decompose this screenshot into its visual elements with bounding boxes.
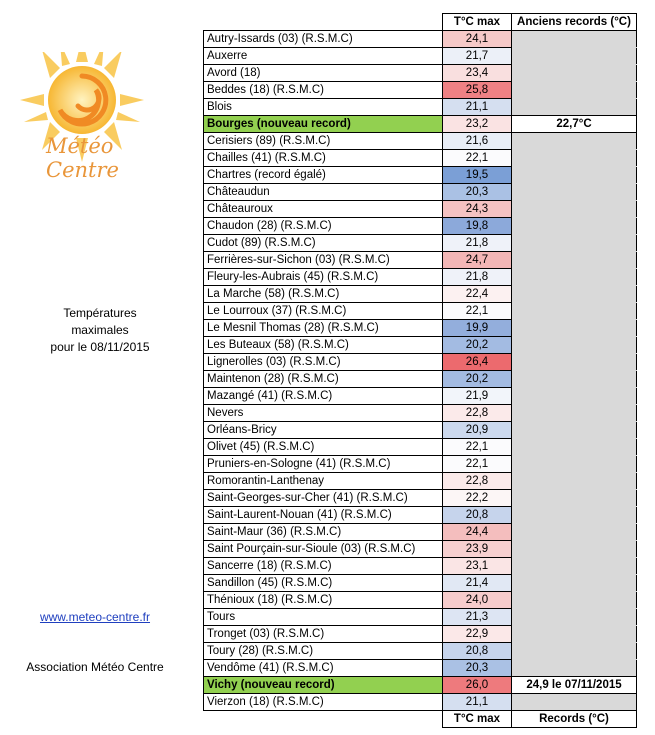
station-temp: 20,3 <box>443 660 512 677</box>
footer-record: Records (°C) <box>512 711 637 728</box>
association-label: Association Météo Centre <box>26 660 164 674</box>
record-empty <box>512 609 637 626</box>
station-temp: 20,2 <box>443 371 512 388</box>
station-temp: 21,3 <box>443 609 512 626</box>
record-empty <box>512 524 637 541</box>
station-name: Toury (28) (R.S.M.C) <box>204 643 443 660</box>
station-name: Le Lourroux (37) (R.S.M.C) <box>204 303 443 320</box>
station-name: Les Buteaux (58) (R.S.M.C) <box>204 337 443 354</box>
station-name: Saint-Laurent-Nouan (41) (R.S.M.C) <box>204 507 443 524</box>
station-temp: 22,1 <box>443 456 512 473</box>
caption-line: maximales <box>71 323 129 337</box>
station-temp: 22,1 <box>443 303 512 320</box>
station-name: Sancerre (18) (R.S.M.C) <box>204 558 443 575</box>
record-empty <box>512 31 637 48</box>
table-row <box>204 388 637 405</box>
station-name: Vichy (nouveau record) <box>204 677 443 694</box>
table-row <box>204 218 637 235</box>
station-temp: 22,1 <box>443 150 512 167</box>
station-name: Olivet (45) (R.S.M.C) <box>204 439 443 456</box>
footer-blank <box>204 711 443 728</box>
record-empty <box>512 473 637 490</box>
caption-line: Températures <box>63 306 137 320</box>
table-row <box>204 439 637 456</box>
station-temp: 19,5 <box>443 167 512 184</box>
station-name: Fleury-les-Aubrais (45) (R.S.M.C) <box>204 269 443 286</box>
station-name: Lignerolles (03) (R.S.M.C) <box>204 354 443 371</box>
station-temp: 21,9 <box>443 388 512 405</box>
station-temp: 24,7 <box>443 252 512 269</box>
station-name: Châteaudun <box>204 184 443 201</box>
table-row <box>204 303 637 320</box>
station-name: Châteauroux <box>204 201 443 218</box>
record-empty <box>512 99 637 116</box>
station-temp: 19,9 <box>443 320 512 337</box>
station-name: Vendôme (41) (R.S.M.C) <box>204 660 443 677</box>
station-temp: 20,2 <box>443 337 512 354</box>
station-name: La Marche (58) (R.S.M.C) <box>204 286 443 303</box>
station-temp: 22,1 <box>443 439 512 456</box>
station-name: Thénioux (18) (R.S.M.C) <box>204 592 443 609</box>
header-temp: T°C max <box>443 14 512 31</box>
table-row <box>204 184 637 201</box>
record-empty <box>512 660 637 677</box>
station-temp: 23,1 <box>443 558 512 575</box>
table-row <box>204 337 637 354</box>
table-row <box>204 201 637 218</box>
record-empty <box>512 490 637 507</box>
table-row <box>204 524 637 541</box>
record-empty <box>512 626 637 643</box>
station-temp: 22,2 <box>443 490 512 507</box>
station-name: Cudot (89) (R.S.M.C) <box>204 235 443 252</box>
record-empty <box>512 303 637 320</box>
record-value: 24,9 le 07/11/2015 <box>512 677 637 694</box>
table-row <box>204 609 637 626</box>
temperature-table <box>203 13 637 728</box>
record-empty <box>512 286 637 303</box>
record-empty <box>512 439 637 456</box>
caption-line: pour le 08/11/2015 <box>50 340 150 354</box>
record-empty <box>512 82 637 99</box>
station-name: Pruniers-en-Sologne (41) (R.S.M.C) <box>204 456 443 473</box>
station-temp: 20,3 <box>443 184 512 201</box>
record-empty <box>512 201 637 218</box>
record-empty <box>512 252 637 269</box>
table-row <box>204 507 637 524</box>
station-name: Chartres (record égalé) <box>204 167 443 184</box>
table-row <box>204 643 637 660</box>
station-name: Beddes (18) (R.S.M.C) <box>204 82 443 99</box>
station-name: Saint Pourçain-sur-Sioule (03) (R.S.M.C) <box>204 541 443 558</box>
record-empty <box>512 643 637 660</box>
caption <box>20 305 180 356</box>
station-temp: 22,8 <box>443 405 512 422</box>
station-name: Orléans-Bricy <box>204 422 443 439</box>
record-empty <box>512 354 637 371</box>
table-row <box>204 116 637 133</box>
record-empty <box>512 592 637 609</box>
station-temp: 24,0 <box>443 592 512 609</box>
record-empty <box>512 218 637 235</box>
table-row <box>204 269 637 286</box>
station-name: Tronget (03) (R.S.M.C) <box>204 626 443 643</box>
station-temp: 20,8 <box>443 643 512 660</box>
logo-text: Météo Centre <box>46 134 119 182</box>
station-temp: 21,4 <box>443 575 512 592</box>
record-empty <box>512 184 637 201</box>
station-name: Sandillon (45) (R.S.M.C) <box>204 575 443 592</box>
record-empty <box>512 48 637 65</box>
station-temp: 24,1 <box>443 31 512 48</box>
table-row <box>204 31 637 48</box>
table-row <box>204 286 637 303</box>
table-row <box>204 626 637 643</box>
table-header <box>204 14 637 31</box>
station-name: Chaudon (28) (R.S.M.C) <box>204 218 443 235</box>
station-temp: 25,8 <box>443 82 512 99</box>
table-row <box>204 235 637 252</box>
station-name: Avord (18) <box>204 65 443 82</box>
table-row <box>204 473 637 490</box>
station-name: Saint-Maur (36) (R.S.M.C) <box>204 524 443 541</box>
station-temp: 26,4 <box>443 354 512 371</box>
station-name: Blois <box>204 99 443 116</box>
table-row <box>204 694 637 711</box>
station-temp: 23,9 <box>443 541 512 558</box>
record-empty <box>512 422 637 439</box>
table-row <box>204 677 637 694</box>
station-name: Maintenon (28) (R.S.M.C) <box>204 371 443 388</box>
record-empty <box>512 694 637 711</box>
record-empty <box>512 558 637 575</box>
station-temp: 21,7 <box>443 48 512 65</box>
table-row <box>204 150 637 167</box>
station-name: Saint-Georges-sur-Cher (41) (R.S.M.C) <box>204 490 443 507</box>
station-temp: 22,8 <box>443 473 512 490</box>
station-name: Bourges (nouveau record) <box>204 116 443 133</box>
station-name: Nevers <box>204 405 443 422</box>
record-empty <box>512 269 637 286</box>
station-temp: 22,9 <box>443 626 512 643</box>
table-row <box>204 82 637 99</box>
station-temp: 21,1 <box>443 99 512 116</box>
table-row <box>204 592 637 609</box>
station-temp: 21,1 <box>443 694 512 711</box>
table-row <box>204 422 637 439</box>
station-name: Autry-Issards (03) (R.S.M.C) <box>204 31 443 48</box>
station-temp: 21,8 <box>443 235 512 252</box>
station-temp: 24,4 <box>443 524 512 541</box>
station-name: Cerisiers (89) (R.S.M.C) <box>204 133 443 150</box>
table-row <box>204 320 637 337</box>
record-empty <box>512 541 637 558</box>
station-temp: 20,8 <box>443 507 512 524</box>
station-name: Ferrières-sur-Sichon (03) (R.S.M.C) <box>204 252 443 269</box>
meteo-centre-logo <box>2 52 192 182</box>
table-row <box>204 354 637 371</box>
station-temp: 21,6 <box>443 133 512 150</box>
station-name: Chailles (41) (R.S.M.C) <box>204 150 443 167</box>
table-row <box>204 490 637 507</box>
table-row <box>204 252 637 269</box>
record-empty <box>512 575 637 592</box>
station-temp: 26,0 <box>443 677 512 694</box>
station-name: Vierzon (18) (R.S.M.C) <box>204 694 443 711</box>
table-row <box>204 541 637 558</box>
station-temp: 21,8 <box>443 269 512 286</box>
table-row <box>204 405 637 422</box>
station-temp: 22,4 <box>443 286 512 303</box>
table-row <box>204 65 637 82</box>
record-empty <box>512 388 637 405</box>
station-name: Mazangé (41) (R.S.M.C) <box>204 388 443 405</box>
station-temp: 19,8 <box>443 218 512 235</box>
station-temp: 23,2 <box>443 116 512 133</box>
table-row <box>204 660 637 677</box>
station-name: Romorantin-Lanthenay <box>204 473 443 490</box>
record-empty <box>512 235 637 252</box>
table-row <box>204 48 637 65</box>
station-temp: 20,9 <box>443 422 512 439</box>
footer-temp: T°C max <box>443 711 512 728</box>
record-empty <box>512 456 637 473</box>
record-empty <box>512 371 637 388</box>
table-row <box>204 99 637 116</box>
record-empty <box>512 320 637 337</box>
table-row <box>204 371 637 388</box>
station-temp: 24,3 <box>443 201 512 218</box>
station-name: Le Mesnil Thomas (28) (R.S.M.C) <box>204 320 443 337</box>
record-empty <box>512 133 637 150</box>
table-row <box>204 133 637 150</box>
record-empty <box>512 507 637 524</box>
record-empty <box>512 167 637 184</box>
table-row <box>204 575 637 592</box>
table-footer <box>204 711 637 728</box>
station-name: Tours <box>204 609 443 626</box>
station-name: Auxerre <box>204 48 443 65</box>
record-empty <box>512 150 637 167</box>
website-link[interactable]: www.meteo-centre.fr <box>39 610 151 624</box>
record-empty <box>512 65 637 82</box>
table-row <box>204 558 637 575</box>
record-value: 22,7°C <box>512 116 637 133</box>
table-row <box>204 456 637 473</box>
record-empty <box>512 405 637 422</box>
record-empty <box>512 337 637 354</box>
header-blank <box>204 14 443 31</box>
header-record: Anciens records (°C) <box>512 14 637 31</box>
table-row <box>204 167 637 184</box>
station-temp: 23,4 <box>443 65 512 82</box>
